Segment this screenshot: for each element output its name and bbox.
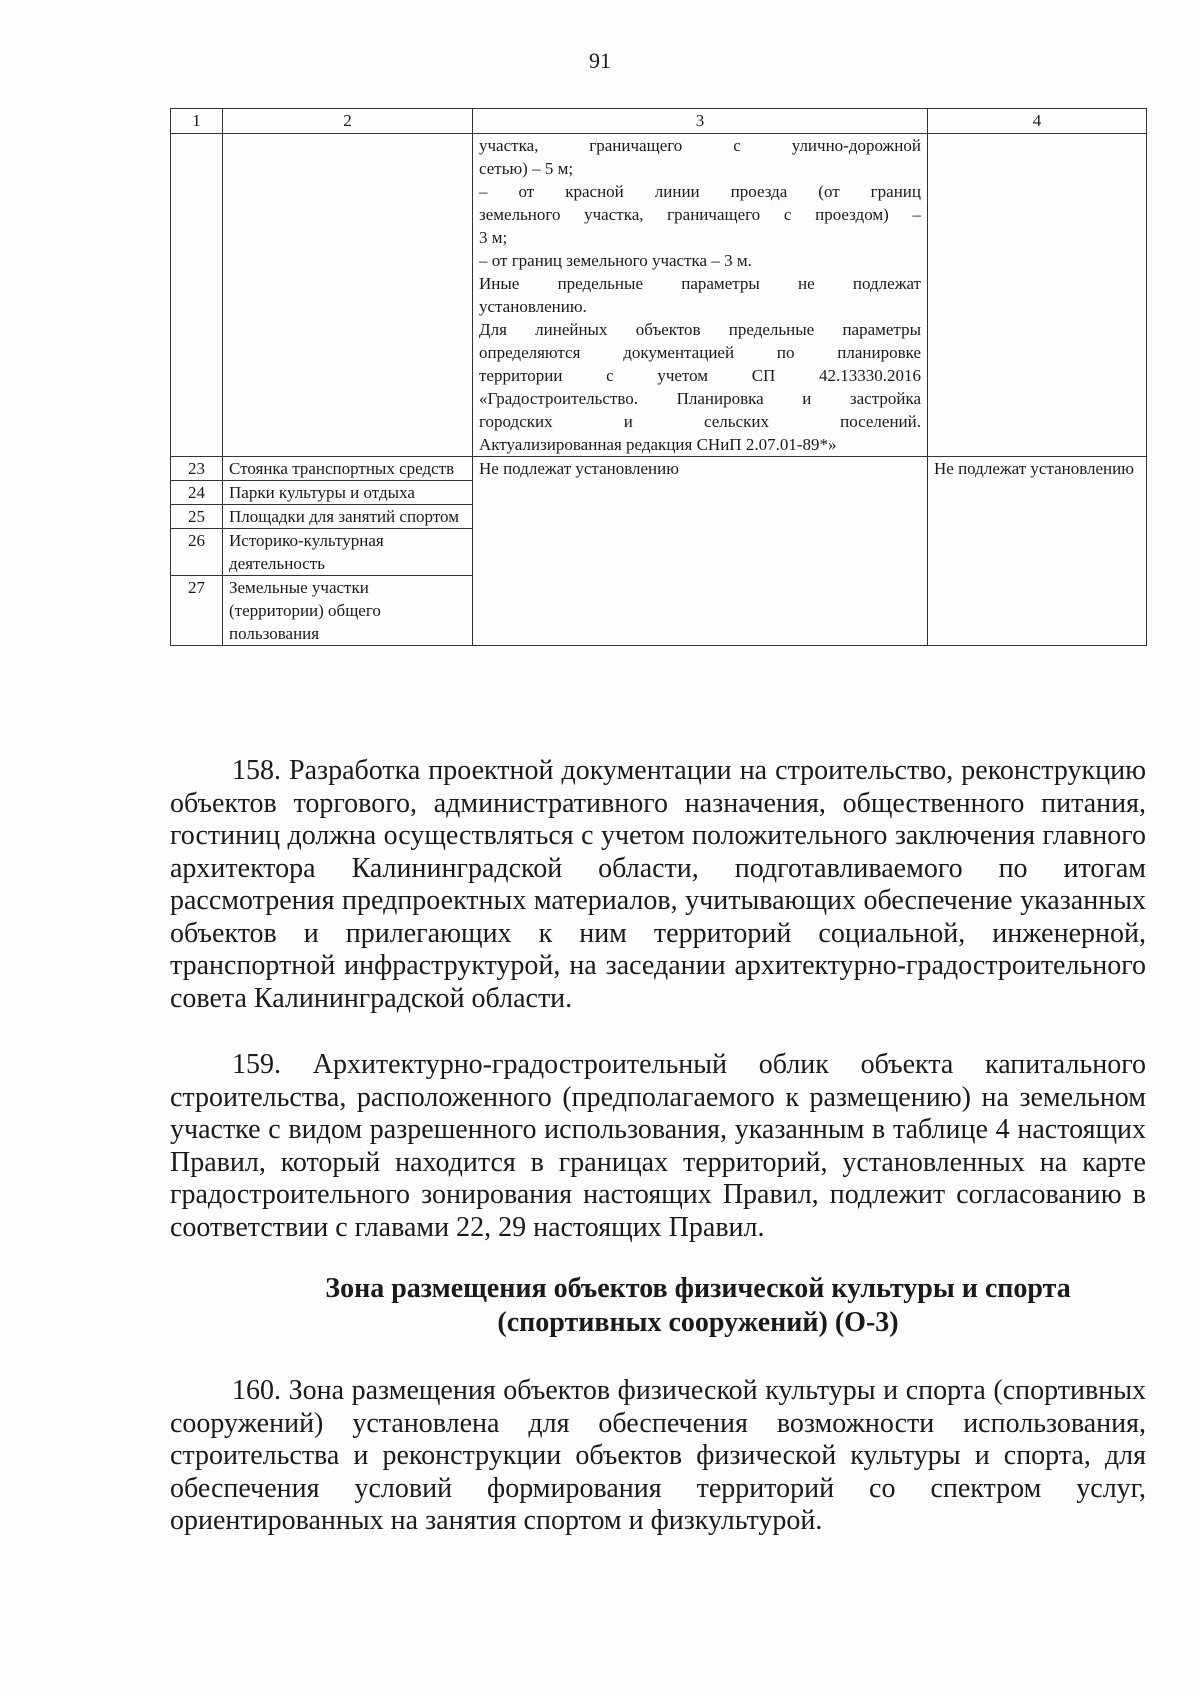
paragraph-159 xyxy=(170,1049,1146,1244)
row-name: Историко-культурная деятельность xyxy=(223,529,473,576)
cell-line: Актуализированная редакция СНиП 2.07.01-89*» xyxy=(479,435,837,454)
cell-empty xyxy=(223,134,473,457)
row-name: Площадки для занятий спортом xyxy=(223,505,473,529)
paragraph-text: 160. Зона размещения объектов физической культуры и спорта (спортивных сооружений) установлена для обеспечения возможности использования, строительства и реконструкции объектов физической культуры и спорта, для обеспечения условий формирования территорий со спектром услуг, ориентированных на занятия спортом и физкультурой. xyxy=(170,1375,1146,1536)
row-name: Земельные участки (территории) общего пользования xyxy=(223,576,473,646)
row-number: 25 xyxy=(171,505,223,529)
cell-line: – от границ земельного участка – 3 м. xyxy=(479,251,752,270)
cell-line: территории с учетом СП 42.13330.2016 xyxy=(479,366,921,385)
header-col-4: 4 xyxy=(928,109,1147,134)
land-use-table xyxy=(170,108,1147,646)
cell-line: Иные предельные параметры не подлежат xyxy=(479,274,921,293)
cell-line: городских и сельских поселений. xyxy=(479,412,921,431)
paragraph-text: 158. Разработка проектной документации на строительство, реконструкцию объектов торгового, административного назначения, общественного питания, гостиниц должна осуществляться с учетом положительного заключения главного архитектора Калининградской области, подготавливаемого по итогам рассмотрения предпроектных материалов, учитывающих обеспечение указанных объектов и прилегающих к ним территорий социальной, инженерной, транспортной инфраструктурой, на заседании архитектурно-градостроительного совета Калининградской области. xyxy=(170,755,1146,1014)
cell-line: «Градостроительство. Планировка и застройка xyxy=(479,389,921,408)
row-name: Стоянка транспортных средств xyxy=(223,457,473,481)
cell-line: установлению. xyxy=(479,297,587,316)
merged-notes-cell: Не подлежат установлению xyxy=(928,457,1147,646)
paragraph-158 xyxy=(170,755,1146,1015)
cell-line: 3 м; xyxy=(479,228,508,247)
cell-line: определяются документацией по планировке xyxy=(479,343,921,362)
cell-empty xyxy=(928,134,1147,457)
heading-line-2: (спортивных сооружений) (О-3) xyxy=(497,1307,899,1338)
row-name: Парки культуры и отдыха xyxy=(223,481,473,505)
table-row xyxy=(171,457,1147,481)
header-col-2: 2 xyxy=(223,109,473,134)
cell-continuation-params xyxy=(473,134,928,457)
row-number: 23 xyxy=(171,457,223,481)
row-number: 24 xyxy=(171,481,223,505)
cell-line: – от красной линии проезда (от границ xyxy=(479,182,921,201)
cell-line: Для линейных объектов предельные параметры xyxy=(479,320,921,339)
header-col-1: 1 xyxy=(171,109,223,134)
merged-params-cell: Не подлежат установлению xyxy=(473,457,928,646)
header-col-3: 3 xyxy=(473,109,928,134)
row-number: 26 xyxy=(171,529,223,576)
table-header-row xyxy=(171,109,1147,134)
heading-line-1: Зона размещения объектов физической культуры и спорта xyxy=(325,1273,1071,1304)
section-heading xyxy=(170,1272,1146,1340)
row-number: 27 xyxy=(171,576,223,646)
paragraph-160 xyxy=(170,1375,1146,1538)
page-number: 91 xyxy=(589,48,611,73)
table-row-continuation xyxy=(171,134,1147,457)
cell-line: земельного участка, граничащего с проездом) – xyxy=(479,205,921,224)
cell-line: сетью) – 5 м; xyxy=(479,159,574,178)
paragraph-text: 159. Архитектурно-градостроительный облик объекта капитального строительства, расположенного (предполагаемого к размещению) на земельном участке с видом разрешенного использования, указанным в таблице 4 настоящих Правил, который находится в границах территорий, установленных на карте градостроительного зонирования настоящих Правил, подлежит согласованию в соответствии с главами 22, 29 настоящих Правил. xyxy=(170,1049,1146,1243)
cell-empty xyxy=(171,134,223,457)
cell-line: участка, граничащего с улично-дорожной xyxy=(479,136,921,155)
